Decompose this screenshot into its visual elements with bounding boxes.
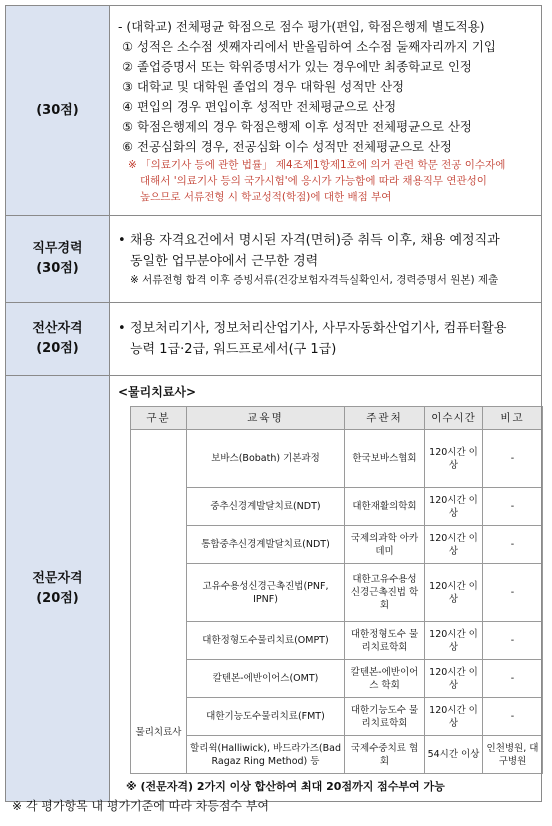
training-table (130, 406, 543, 774)
it-cert-label: 전산자격 (32, 321, 83, 336)
course-name: 중추신경계발달치료(NDT) (187, 488, 345, 526)
course-remarks: 인천병원, 대구병원 (483, 736, 543, 774)
special-cert-label-cell (6, 376, 110, 802)
career-bullet-line: 채용 자격요건에서 명시된 자격(면허)증 취득 이후, 채용 예정직과 (130, 233, 500, 248)
table-row (131, 622, 543, 660)
it-cert-content (110, 303, 542, 376)
education-line: ④ 편입의 경우 편입이후 성적만 전체평균으로 산정 (122, 98, 397, 114)
header-course: 교육명 (187, 407, 345, 430)
career-score: (30점) (36, 261, 79, 276)
education-line: ② 졸업증명서 또는 학위증명서가 있는 경우에만 최종학교로 인정 (122, 58, 472, 74)
table-row (131, 660, 543, 698)
education-note-line: ※ 「의료기사 등에 관한 법률」 제4조제1항제1호에 의거 관련 학문 전공 이수자에 (128, 158, 506, 171)
career-note: ※ 서류전형 합격 이후 증빙서류(건강보험자격득실확인서, 경력증명서 원본) 제출 (130, 274, 499, 286)
course-name: 고유수용성신경근촉진법(PNF, IPNF) (187, 564, 345, 622)
career-bullet (118, 230, 535, 272)
table-row (131, 736, 543, 774)
course-hours: 120시간 이상 (425, 488, 483, 526)
bullet-icon: • (118, 233, 126, 248)
education-note-line: 대해서 '의료기사 등의 국가시험'에 응시가 가능함에 따라 채용직무 연관성이 (140, 174, 487, 187)
course-remarks: - (483, 622, 543, 660)
education-row (6, 6, 542, 216)
course-hours: 120시간 이상 (425, 698, 483, 736)
course-remarks: - (483, 526, 543, 564)
career-label: 직무경력 (32, 241, 83, 256)
special-cert-label: 전문자격 (32, 570, 83, 586)
table-row (131, 430, 543, 488)
career-label-cell (6, 216, 110, 303)
education-score: (30점) (36, 102, 79, 118)
table-row (131, 698, 543, 736)
course-organizer: 대한정형도수 물리치료학회 (345, 622, 425, 660)
header-hours: 이수시간 (425, 407, 483, 430)
it-cert-bullet-line: 능력 1급·2급, 워드프로세서(구 1급) (130, 342, 337, 357)
it-cert-label-cell (6, 303, 110, 376)
course-remarks: - (483, 430, 543, 488)
course-organizer: 국제수중치료 협회 (345, 736, 425, 774)
special-cert-subheading: <물리치료사> (118, 385, 197, 399)
course-hours: 120시간 이상 (425, 660, 483, 698)
education-content (110, 6, 542, 216)
career-content (110, 216, 542, 303)
education-line: - (대학교) 전체평균 학점으로 점수 평가(편입, 학점은행제 별도적용) (118, 18, 485, 34)
course-remarks: - (483, 488, 543, 526)
it-cert-score: (20점) (36, 341, 79, 356)
table-row (131, 488, 543, 526)
course-hours: 120시간 이상 (425, 564, 483, 622)
special-cert-row (6, 376, 542, 802)
bullet-icon: • (118, 321, 126, 336)
it-cert-bullet-line: 정보처리기사, 정보처리산업기사, 사무자동화산업기사, 컴퓨터활용 (130, 321, 507, 336)
course-organizer: 국제의과학 아카데미 (345, 526, 425, 564)
evaluation-criteria-table (5, 5, 542, 802)
it-cert-bullet (118, 318, 535, 360)
education-note-line: 높으므로 서류전형 시 학교성적(학점)에 대한 배점 부여 (140, 190, 392, 203)
course-hours: 120시간 이상 (425, 622, 483, 660)
education-line: ③ 대학교 및 대학원 졸업의 경우 대학원 성적만 산정 (122, 78, 405, 94)
course-organizer: 대한기능도수 물리치료학회 (345, 698, 425, 736)
education-line: ⑤ 학점은행제의 경우 학점은행제 이후 성적만 전체평균으로 산정 (122, 118, 472, 134)
table-row (131, 564, 543, 622)
course-hours: 120시간 이상 (425, 430, 483, 488)
course-name: 대한정형도수물리치료(OMPT) (187, 622, 345, 660)
special-cert-score: (20점) (36, 590, 79, 606)
course-name: 할리윅(Halliwick), 바드라가즈(Bad Ragaz Ring Method) 등 (187, 736, 345, 774)
course-name: 대한기능도수물리치료(FMT) (187, 698, 345, 736)
special-cert-content (110, 376, 542, 802)
special-cert-footnote: ※ (전문자격) 2가지 이상 합산하여 최대 20점까지 점수부여 가능 (126, 780, 445, 793)
course-name: 칼텐본-에반이어스(OMT) (187, 660, 345, 698)
education-line: ① 성적은 소수점 셋째자리에서 반올림하여 소수점 둘째자리까지 기입 (122, 38, 496, 54)
course-organizer: 대한고유수용성 신경근촉진법 학회 (345, 564, 425, 622)
course-remarks: - (483, 698, 543, 736)
course-name: 보바스(Bobath) 기본과정 (187, 430, 345, 488)
course-hours: 54시간 이상 (425, 736, 483, 774)
table-row (131, 526, 543, 564)
course-organizer: 한국보바스협회 (345, 430, 425, 488)
header-category: 구분 (131, 407, 187, 430)
course-organizer: 칼텐본-에반이어스 학회 (345, 660, 425, 698)
header-organizer: 주관처 (345, 407, 425, 430)
it-cert-row (6, 303, 542, 376)
training-table-header (131, 407, 543, 430)
course-remarks: - (483, 564, 543, 622)
category-cell: 물리치료사 (131, 430, 187, 774)
header-remarks: 비고 (483, 407, 543, 430)
career-bullet-line: 동일한 업무분야에서 근무한 경력 (130, 254, 319, 269)
course-hours: 120시간 이상 (425, 526, 483, 564)
education-label-cell (6, 6, 110, 216)
course-name: 통합중추신경계발달치료(NDT) (187, 526, 345, 564)
course-remarks: - (483, 660, 543, 698)
career-row (6, 216, 542, 303)
course-organizer: 대한재활의학회 (345, 488, 425, 526)
education-line: ⑥ 전공심화의 경우, 전공심화 이수 성적만 전체평균으로 산정 (122, 138, 452, 154)
bottom-note: ※ 각 평가항목 내 평가기준에 따라 차등점수 부여 (12, 799, 270, 813)
